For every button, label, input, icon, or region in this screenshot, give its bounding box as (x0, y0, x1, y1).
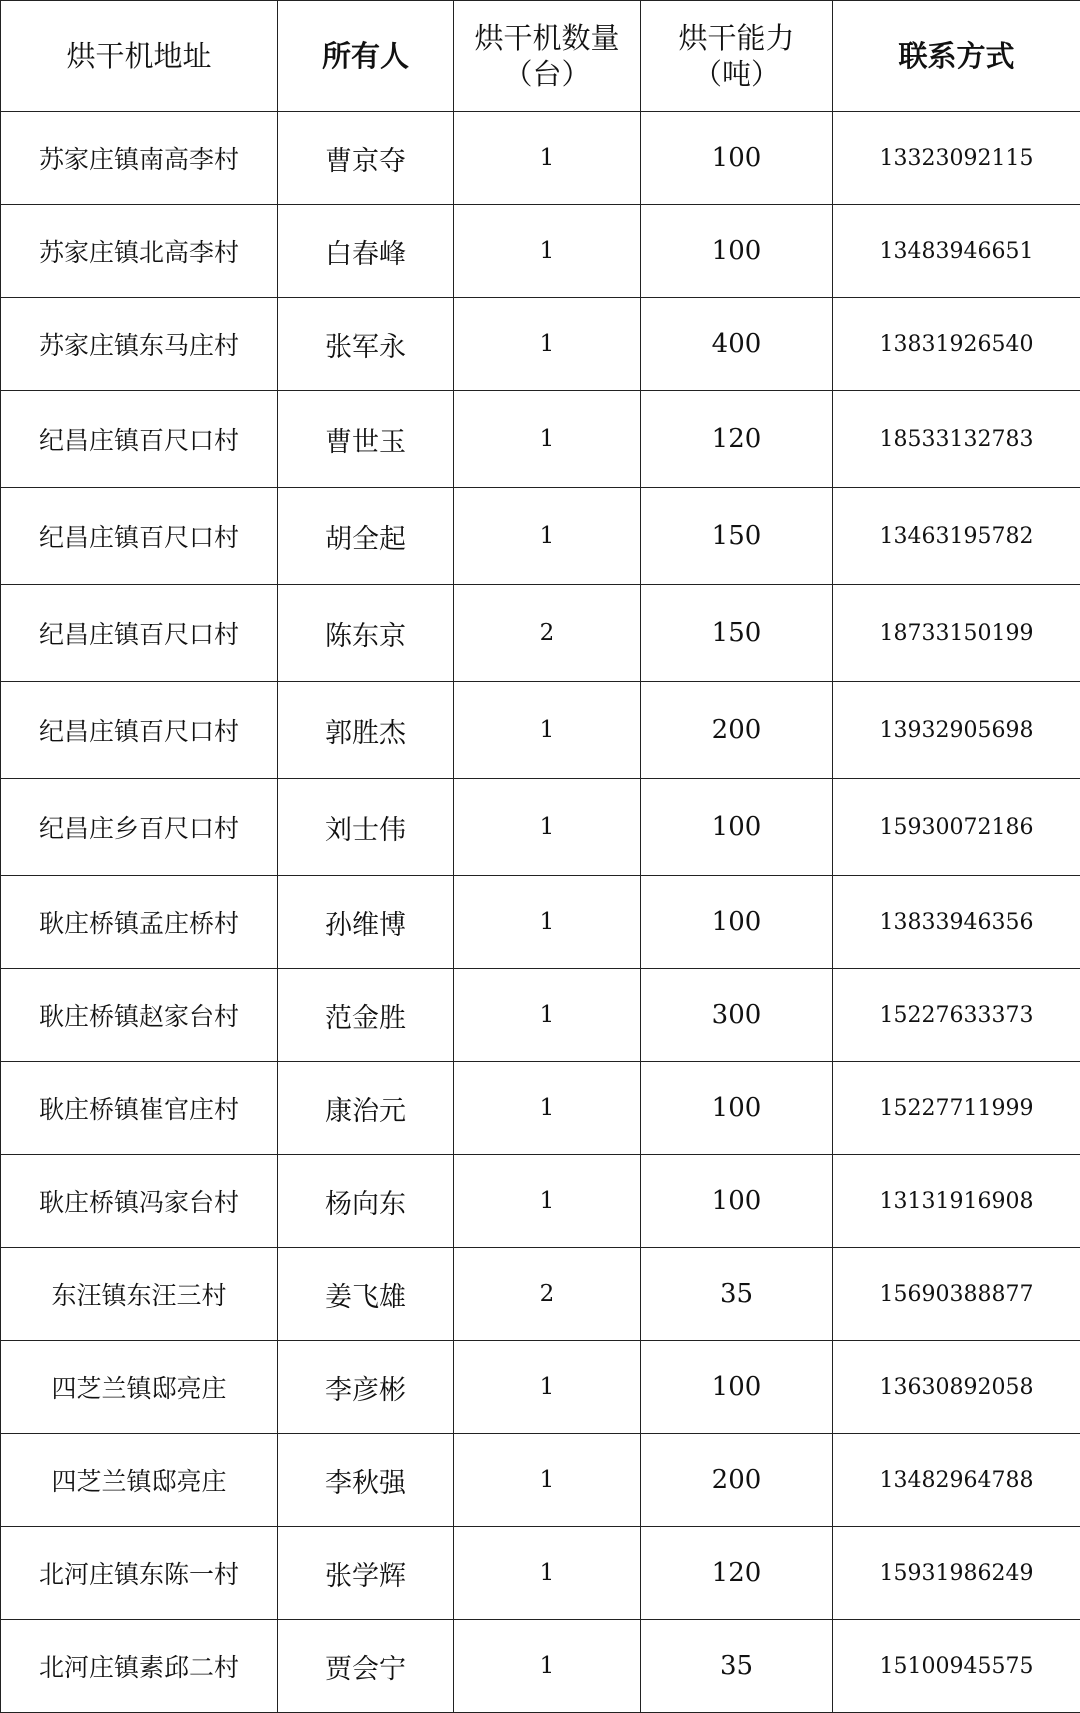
cell-owner: 杨向东 (278, 1155, 454, 1248)
cell-address: 苏家庄镇东马庄村 (1, 298, 278, 391)
cell-capacity: 100 (641, 112, 833, 205)
table-row (1, 1341, 1080, 1434)
cell-phone: 15930072186 (833, 779, 1080, 876)
cell-owner: 张学辉 (278, 1527, 454, 1620)
cell-phone: 13831926540 (833, 298, 1080, 391)
cell-capacity: 35 (641, 1248, 833, 1341)
cell-phone: 15690388877 (833, 1248, 1080, 1341)
cell-address: 纪昌庄镇百尺口村 (1, 585, 278, 682)
cell-capacity: 150 (641, 585, 833, 682)
cell-count: 1 (454, 391, 641, 488)
cell-capacity: 100 (641, 1341, 833, 1434)
cell-count: 1 (454, 1341, 641, 1434)
cell-capacity: 200 (641, 1434, 833, 1527)
cell-capacity: 100 (641, 1155, 833, 1248)
table-row (1, 1155, 1080, 1248)
cell-capacity: 100 (641, 205, 833, 298)
header-capacity-line2: （吨） (692, 57, 780, 91)
cell-count: 1 (454, 682, 641, 779)
cell-owner: 范金胜 (278, 969, 454, 1062)
cell-count: 1 (454, 1527, 641, 1620)
cell-count: 1 (454, 488, 641, 585)
cell-phone: 13630892058 (833, 1341, 1080, 1434)
cell-capacity: 100 (641, 779, 833, 876)
cell-phone: 13932905698 (833, 682, 1080, 779)
table-row (1, 205, 1080, 298)
header-row (1, 1, 1080, 112)
cell-address: 北河庄镇东陈一村 (1, 1527, 278, 1620)
cell-phone: 13131916908 (833, 1155, 1080, 1248)
cell-capacity: 200 (641, 682, 833, 779)
cell-phone: 13482964788 (833, 1434, 1080, 1527)
cell-address: 东汪镇东汪三村 (1, 1248, 278, 1341)
cell-address: 纪昌庄乡百尺口村 (1, 779, 278, 876)
table-row (1, 585, 1080, 682)
cell-address: 耿庄桥镇冯家台村 (1, 1155, 278, 1248)
cell-address: 北河庄镇素邱二村 (1, 1620, 278, 1713)
cell-phone: 13833946356 (833, 876, 1080, 969)
table-row (1, 876, 1080, 969)
cell-phone: 15227711999 (833, 1062, 1080, 1155)
cell-count: 1 (454, 1062, 641, 1155)
cell-owner: 白春峰 (278, 205, 454, 298)
cell-phone: 15931986249 (833, 1527, 1080, 1620)
table-row (1, 488, 1080, 585)
header-owner: 所有人 (278, 1, 454, 112)
cell-owner: 康治元 (278, 1062, 454, 1155)
cell-capacity: 300 (641, 969, 833, 1062)
cell-count: 1 (454, 969, 641, 1062)
cell-phone: 18733150199 (833, 585, 1080, 682)
cell-phone: 18533132783 (833, 391, 1080, 488)
cell-phone: 13323092115 (833, 112, 1080, 205)
cell-address: 耿庄桥镇赵家台村 (1, 969, 278, 1062)
table-row (1, 1527, 1080, 1620)
header-count-line1: 烘干机数量 (474, 21, 620, 55)
cell-owner: 孙维博 (278, 876, 454, 969)
cell-capacity: 120 (641, 391, 833, 488)
cell-owner: 曹世玉 (278, 391, 454, 488)
header-capacity (641, 1, 833, 112)
cell-owner: 郭胜杰 (278, 682, 454, 779)
cell-owner: 李彦彬 (278, 1341, 454, 1434)
cell-capacity: 120 (641, 1527, 833, 1620)
table-row (1, 682, 1080, 779)
cell-address: 苏家庄镇南高李村 (1, 112, 278, 205)
cell-address: 耿庄桥镇崔官庄村 (1, 1062, 278, 1155)
cell-phone: 15227633373 (833, 969, 1080, 1062)
table-row (1, 112, 1080, 205)
cell-phone: 13483946651 (833, 205, 1080, 298)
cell-capacity: 150 (641, 488, 833, 585)
table-row (1, 1062, 1080, 1155)
cell-count: 1 (454, 876, 641, 969)
cell-owner: 曹京夺 (278, 112, 454, 205)
cell-count: 2 (454, 585, 641, 682)
cell-phone: 13463195782 (833, 488, 1080, 585)
cell-address: 四芝兰镇邸亮庄 (1, 1341, 278, 1434)
cell-count: 1 (454, 112, 641, 205)
cell-owner: 贾会宁 (278, 1620, 454, 1713)
table-row (1, 298, 1080, 391)
header-capacity-line1: 烘干能力 (678, 21, 795, 55)
cell-capacity: 100 (641, 876, 833, 969)
cell-count: 1 (454, 1434, 641, 1527)
cell-count: 1 (454, 205, 641, 298)
header-contact: 联系方式 (833, 1, 1080, 112)
table-row (1, 1434, 1080, 1527)
cell-count: 1 (454, 298, 641, 391)
header-count-line2: （台） (503, 57, 591, 91)
cell-capacity: 35 (641, 1620, 833, 1713)
cell-capacity: 400 (641, 298, 833, 391)
table-row (1, 779, 1080, 876)
table-row (1, 1620, 1080, 1713)
cell-owner: 李秋强 (278, 1434, 454, 1527)
header-address: 烘干机地址 (1, 1, 278, 112)
cell-count: 1 (454, 1155, 641, 1248)
header-count (454, 1, 641, 112)
cell-count: 1 (454, 1620, 641, 1713)
cell-capacity: 100 (641, 1062, 833, 1155)
cell-owner: 胡全起 (278, 488, 454, 585)
cell-count: 2 (454, 1248, 641, 1341)
table-body (1, 112, 1080, 1713)
cell-owner: 张军永 (278, 298, 454, 391)
cell-address: 耿庄桥镇孟庄桥村 (1, 876, 278, 969)
cell-owner: 姜飞雄 (278, 1248, 454, 1341)
cell-address: 纪昌庄镇百尺口村 (1, 488, 278, 585)
table-row (1, 969, 1080, 1062)
cell-count: 1 (454, 779, 641, 876)
cell-owner: 刘士伟 (278, 779, 454, 876)
cell-address: 四芝兰镇邸亮庄 (1, 1434, 278, 1527)
cell-address: 纪昌庄镇百尺口村 (1, 391, 278, 488)
cell-address: 苏家庄镇北高李村 (1, 205, 278, 298)
cell-owner: 陈东京 (278, 585, 454, 682)
table-row (1, 391, 1080, 488)
table-row (1, 1248, 1080, 1341)
cell-address: 纪昌庄镇百尺口村 (1, 682, 278, 779)
cell-phone: 15100945575 (833, 1620, 1080, 1713)
